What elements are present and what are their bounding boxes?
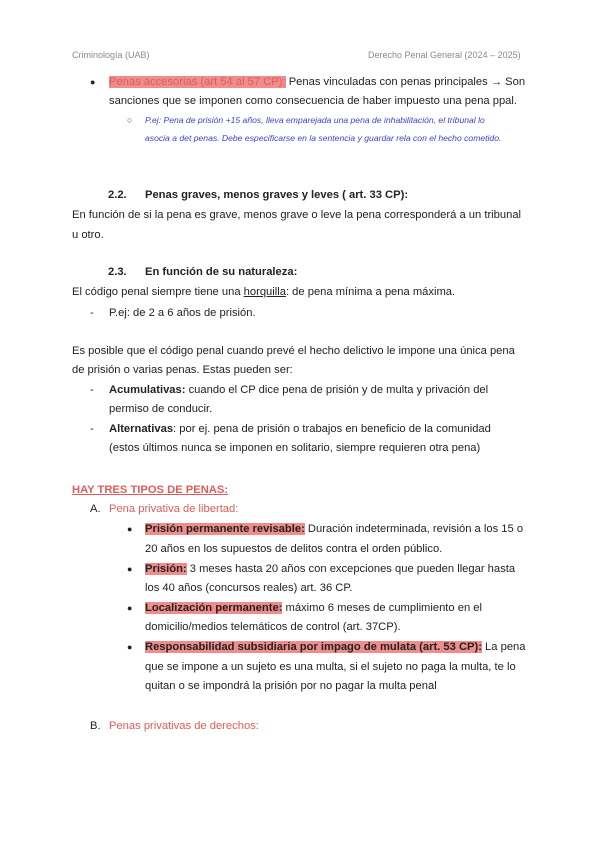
item-localizacion-label: Localización permanente: [145, 602, 283, 614]
accesorias-label: Penas accesorias (art 54 al 57 CP): [109, 76, 286, 88]
letter-b: B. [90, 720, 101, 732]
bullet-icon: ● [90, 77, 96, 87]
para-line2: de prisión o varias penas. Estas pueden ser: [72, 364, 293, 376]
accesorias-line2: sanciones que se imponen como consecuencia de haber impuesto una pena ppal. [109, 95, 517, 107]
accesorias-line1: Penas accesorias (art 54 al 57 CP): Penas vinculadas con penas principales → Son [109, 76, 526, 88]
item-responsabilidad-line3: quitan o se impondrá la prisión por no pagar la multa penal [145, 680, 437, 692]
alternativas-line1: Alternativas: por ej. pena de prisión o trabajos en beneficio de la comunidad [109, 423, 491, 435]
letter-a: A. [90, 503, 101, 515]
pena-derechos-title: Penas privativas de derechos: [109, 720, 259, 732]
item-localizacion-line1: Localización permanente: máximo 6 meses de cumplimiento en el [145, 602, 483, 614]
bullet-icon: ● [127, 642, 133, 652]
item-responsabilidad-line1: Responsabilidad subsidiaria por impago de mulata (art. 53 CP): La pena [145, 641, 526, 653]
dash-icon: - [90, 307, 94, 319]
pena-libertad-title: Pena privativa de libertad: [109, 503, 239, 515]
tipos-title: HAY TRES TIPOS DE PENAS: [72, 484, 229, 496]
item-prision-line2: los 40 años (concursos reales) art. 36 CP. [145, 582, 353, 594]
example-line2: asocia a det penas. Debe especificarse en la sentencia y guardar rela con el hecho cometido. [145, 133, 502, 143]
bullet-icon: ● [127, 564, 133, 574]
section-2-3-number: 2.3. [108, 266, 127, 278]
section-2-3-title: En función de su naturaleza: [145, 266, 298, 278]
header-right: Derecho Penal General (2024 – 2025) [368, 50, 521, 60]
item-responsabilidad-line2: que se impone a un sujeto es una multa, si el sujeto no paga la multa, te lo [145, 661, 516, 673]
item-prision-label: Prisión: [145, 563, 187, 575]
acumulativas-line1: Acumulativas: cuando el CP dice pena de prisión y de multa y privación del [109, 384, 489, 396]
acumulativas-line2: permiso de conducir. [109, 403, 213, 415]
section-2-2-text2: u otro. [72, 229, 104, 241]
bullet-icon: ● [127, 603, 133, 613]
horquilla-word: horquilla [243, 286, 286, 298]
example-range: P.ej: de 2 a 6 años de prisión. [109, 307, 256, 319]
para-line1: Es posible que el código penal cuando prevé el hecho delictivo le impone una única pena [72, 345, 515, 357]
section-2-2-number: 2.2. [108, 189, 127, 201]
section-2-3-text: El código penal siempre tiene una horquilla: de pena mínima a pena máxima. [72, 286, 456, 298]
header-left: Criminología (UAB) [72, 50, 150, 60]
item-responsabilidad-label: Responsabilidad subsidiaria por impago de mulata (art. 53 CP): [145, 641, 482, 653]
circle-bullet-icon: ○ [127, 115, 133, 125]
section-2-2-title: Penas graves, menos graves y leves ( art. 33 CP): [145, 189, 409, 201]
alternativas-line2: (estos últimos nunca se imponen en solitario, siempre requieren otra pena) [109, 442, 481, 454]
section-2-2-text1: En función de si la pena es grave, menos grave o leve la pena corresponderá a un tribunal [72, 209, 522, 221]
dash-icon: - [90, 423, 94, 435]
item-localizacion-line2: domicilio/medios telemáticos de control (art. 37CP). [145, 621, 401, 633]
item-permanente-line1: Prisión permanente revisable: Duración indeterminada, revisión a los 15 o [145, 523, 524, 535]
alternativas-label: Alternativas [109, 423, 174, 435]
dash-icon: - [90, 384, 94, 396]
item-prision-line1: Prisión: 3 meses hasta 20 años con excepciones que pueden llegar hasta [145, 563, 516, 575]
item-permanente-label: Prisión permanente revisable: [145, 523, 305, 535]
acumulativas-label: Acumulativas: [109, 384, 186, 396]
item-permanente-line2: 20 años en los supuestos de delitos contra el orden público. [145, 543, 443, 555]
example-line1: P.ej: Pena de prisión +15 años, lleva emparejada una pena de inhabilitación, el tribunal lo [145, 115, 485, 125]
bullet-icon: ● [127, 524, 133, 534]
